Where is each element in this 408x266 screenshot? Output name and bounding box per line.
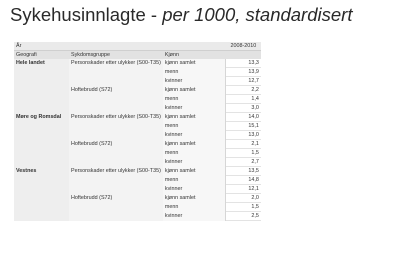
- sex-cell: menn: [163, 68, 226, 77]
- sex-cell: kvinner: [163, 212, 226, 221]
- geography-cell: Møre og Romsdal: [14, 113, 69, 167]
- value-cell: 13,9: [226, 68, 261, 77]
- value-cell: 2,0: [226, 194, 261, 203]
- value-cell: 1,5: [226, 203, 261, 212]
- header-kjonn: Kjønn: [163, 51, 211, 60]
- sex-cell: kjønn samlet: [163, 86, 226, 95]
- value-cell: 2,2: [226, 86, 261, 95]
- sex-cell: menn: [163, 203, 226, 212]
- value-cell: 2,7: [226, 158, 261, 167]
- disease-group-cell: Hoftebrudd (S72): [69, 140, 163, 167]
- header-geografi: Geografi: [14, 51, 69, 60]
- year-header-row: [14, 42, 261, 51]
- period-label: 2008-2010: [226, 42, 261, 51]
- header-spacer: [211, 51, 226, 60]
- value-cell: 14,8: [226, 176, 261, 185]
- sex-cell: kjønn samlet: [163, 167, 226, 176]
- value-cell: 13,3: [226, 59, 261, 68]
- table-row: [14, 113, 261, 122]
- sex-cell: menn: [163, 176, 226, 185]
- disease-group-cell: Hoftebrudd (S72): [69, 194, 163, 221]
- table-row: [14, 167, 261, 176]
- table-row: [14, 59, 261, 68]
- value-cell: 15,1: [226, 122, 261, 131]
- title-main: Sykehusinnlagte -: [10, 4, 163, 25]
- sex-cell: kvinner: [163, 77, 226, 86]
- sex-cell: kvinner: [163, 104, 226, 113]
- year-label: År: [14, 42, 226, 51]
- title-subtitle: per 1000, standardisert: [162, 4, 353, 25]
- value-cell: 2,5: [226, 212, 261, 221]
- column-header-row: [14, 51, 261, 60]
- value-cell: 13,5: [226, 167, 261, 176]
- header-value: [226, 51, 261, 60]
- disease-group-cell: Personskader etter ulykker (S00-T35): [69, 113, 163, 140]
- value-cell: 12,7: [226, 77, 261, 86]
- value-cell: 14,0: [226, 113, 261, 122]
- value-cell: 12,1: [226, 185, 261, 194]
- disease-group-cell: Personskader etter ulykker (S00-T35): [69, 167, 163, 194]
- value-cell: 1,4: [226, 95, 261, 104]
- sex-cell: kvinner: [163, 131, 226, 140]
- sex-cell: kjønn samlet: [163, 113, 226, 122]
- value-cell: 3,0: [226, 104, 261, 113]
- statistics-table: [14, 42, 261, 221]
- sex-cell: kjønn samlet: [163, 140, 226, 149]
- geography-cell: Hele landet: [14, 59, 69, 113]
- page-title: [10, 2, 352, 28]
- sex-cell: menn: [163, 95, 226, 104]
- value-cell: 2,1: [226, 140, 261, 149]
- sex-cell: menn: [163, 122, 226, 131]
- value-cell: 13,0: [226, 131, 261, 140]
- header-sykdomsgruppe: Sykdomsgruppe: [69, 51, 163, 60]
- geography-cell: Vestnes: [14, 167, 69, 221]
- sex-cell: kvinner: [163, 158, 226, 167]
- sex-cell: kjønn samlet: [163, 194, 226, 203]
- sex-cell: kjønn samlet: [163, 59, 226, 68]
- sex-cell: kvinner: [163, 185, 226, 194]
- sex-cell: menn: [163, 149, 226, 158]
- disease-group-cell: Personskader etter ulykker (S00-T35): [69, 59, 163, 86]
- disease-group-cell: Hoftebrudd (S72): [69, 86, 163, 113]
- value-cell: 1,5: [226, 149, 261, 158]
